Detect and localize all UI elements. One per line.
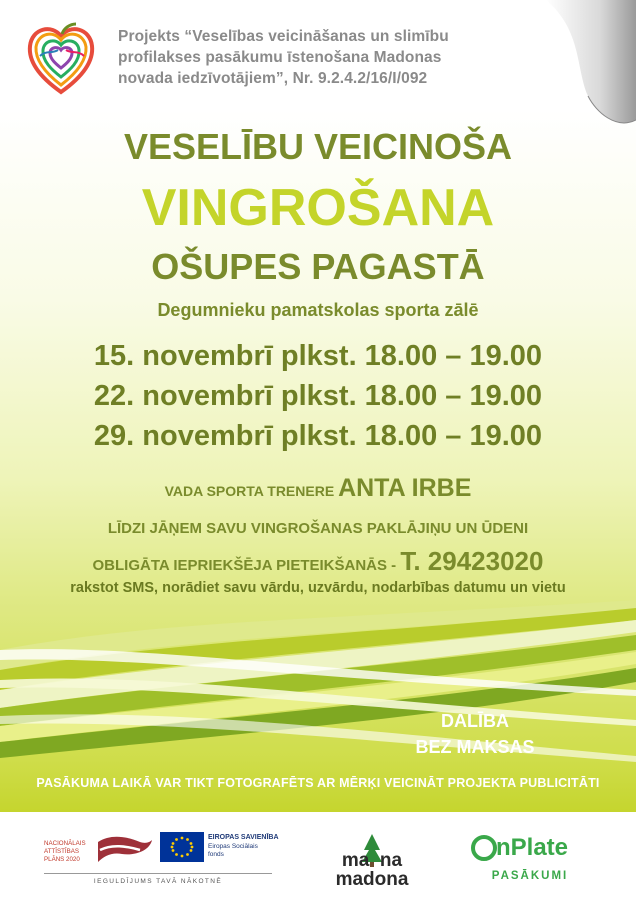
free-line-1: DALĪBA <box>441 711 509 731</box>
nap-logo-text <box>44 840 104 864</box>
project-line-3: novada iedzīvotājiem”, Nr. 9.2.4.2/16/I/092 <box>118 70 428 87</box>
free-line-2: BEZ MAKSAS <box>415 737 535 757</box>
nap-line-1: NACIONĀLAIS <box>44 840 86 847</box>
coach-prefix: VADA SPORTA TRENERE <box>164 483 339 499</box>
invest-slogan: IEGULDĪJUMS TAVĀ NĀKOTNĒ <box>93 878 223 885</box>
date-line: 29. novembrī plkst. 18.00 – 19.00 <box>93 420 543 452</box>
coach-name: ANTA IRBE <box>338 474 472 502</box>
esf-line-2: fonds <box>208 851 224 858</box>
photo-notice: PASĀKUMA LAIKĀ VAR TIKT FOTOGRAFĒTS AR MĒRĶI VEICINĀT PROJEKTA PUBLICITĀTI <box>36 776 600 790</box>
madona-logo-line-2: madona <box>335 869 409 890</box>
onplate-subtitle: PASĀKUMI <box>491 870 569 882</box>
heart-apple-icon <box>22 20 100 98</box>
title-line-3: OŠUPES PAGASTĀ <box>151 246 485 287</box>
latvia-flag-icon <box>96 832 154 866</box>
signup-line <box>0 546 636 577</box>
project-line-2: profilakses pasākumu īstenošana Madonas <box>118 49 442 66</box>
venue-text: Degumnieku pamatskolas sporta zālē <box>157 300 479 320</box>
phone-number: T. 29423020 <box>400 546 544 576</box>
madona-logo-line-1: ma na <box>341 850 403 871</box>
header <box>0 0 636 112</box>
bring-notice: LĪDZI JĀŅEM SAVU VINGROŠANAS PAKLĀJIŅU UN ŪDENI <box>107 520 529 537</box>
title-line-1: VESELĪBU VEICINOŠA <box>123 126 513 167</box>
project-line-1: Projekts “Veselības veicināšanas un slimību <box>118 28 449 45</box>
free-participation <box>390 708 560 760</box>
onplate-logo-text: nPlate <box>496 834 569 861</box>
footer-logos <box>0 812 636 900</box>
nap-line-2: ATTĪSTĪBAS <box>44 848 79 855</box>
date-line: 22. novembrī plkst. 18.00 – 19.00 <box>93 380 543 412</box>
nap-line-3: PLĀNS 2020 <box>44 856 80 863</box>
title-line-2: VINGROŠANA <box>141 179 495 237</box>
divider <box>44 873 272 874</box>
eu-flag-icon <box>160 832 204 862</box>
esf-line-1: Eiropas Sociālais <box>208 843 258 850</box>
project-description <box>118 26 578 89</box>
esf-label <box>208 843 268 859</box>
eu-label: EIROPAS SAVIENĪBA <box>208 834 279 841</box>
coach-line <box>0 474 636 503</box>
signup-prefix: OBLIGĀTA IEPRIEKŠĒJA PIETEIKŠANĀS - <box>92 557 401 574</box>
page-curl-decoration <box>546 0 636 135</box>
sms-instructions: rakstot SMS, norādiet savu vārdu, uzvārdu, nodarbības datumu un vietu <box>70 580 566 596</box>
date-line: 15. novembrī plkst. 18.00 – 19.00 <box>93 340 543 372</box>
